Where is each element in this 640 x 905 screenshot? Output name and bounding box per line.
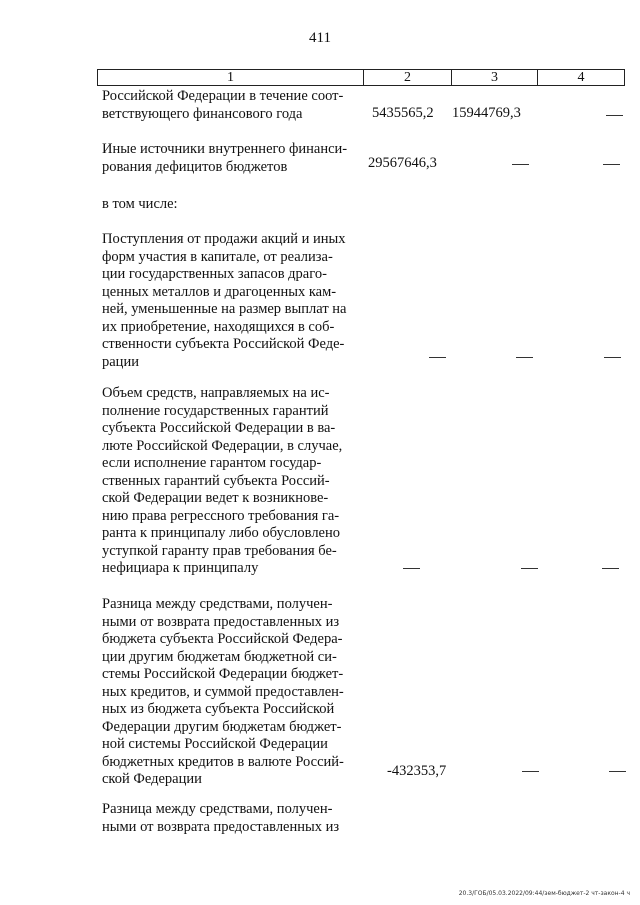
row-text: Поступления от продажи акций и иных форм участия в капитале, от реализа- ции государственных запасов драго- ценных металлов и драгоценных кам- ней, уменьшенные на размер выплат на их приобретение, находящихся в соб- ственности субъекта Российской Феде- рации [102, 231, 347, 370]
row-value-col3: 15944769,3 [452, 105, 521, 121]
row-dash-col3 [521, 568, 538, 569]
row-value-col2: -432353,7 [387, 763, 447, 779]
page-number: 411 [309, 30, 331, 46]
row-dash-col2 [429, 357, 446, 358]
row-dash-col2 [403, 568, 420, 569]
document-footer: 20.3/ГОБ/05.03.2022/09:44/зем-бюджет-2 чт-закон-4 ч [458, 890, 630, 897]
row-text: Объем средств, направляемых на ис- полнение государственных гарантий субъекта Российской Федерации в ва- люте Российской Федерации, в случае, если исполнение гарантом государ- ственных гарантий субъекта Россий- ской Федерации ведет к возникнове- нию права регрессного требования га- ранта к принципалу либо обусловлено уступкой гаранту прав требования бе- нефициара к принципалу [102, 385, 343, 576]
row-text: Российской Федерации в течение соот- ветствующего финансового года [102, 88, 344, 122]
row-dash-col4 [604, 357, 621, 358]
header-col-4: 4 [577, 70, 585, 85]
row-dash-col4 [609, 771, 626, 772]
row-text: Разница между средствами, получен- ными от возврата предоставленных из бюджета субъекта Российской Федера- ции другим бюджетам бюджетной си- стемы Российской Федерации бюджет- ных кредитов, и суммой предоставлен- ных из бюджета субъекта Российской Федерации другим бюджетам бюджет- ной системы Российской Федерации бюджетных кредитов в валюте Россий- ской Федерации [102, 596, 344, 787]
row-dash-col3 [512, 164, 529, 165]
row-dash-col3 [522, 771, 539, 772]
header-col-2: 2 [364, 70, 452, 85]
row-text: в том числе: [102, 196, 178, 212]
table-header [97, 69, 625, 86]
row-value-col2: 5435565,2 [372, 105, 434, 121]
row-dash-col3 [516, 357, 533, 358]
header-col-1: 1 [98, 70, 364, 85]
row-text: Иные источники внутреннего финанси- рования дефицитов бюджетов [102, 141, 348, 175]
row-dash-col4 [602, 568, 619, 569]
row-dash-col4 [606, 115, 623, 116]
row-dash-col4 [603, 164, 620, 165]
header-col-3: 3 [452, 70, 538, 85]
row-value-col2: 29567646,3 [368, 155, 437, 171]
row-text: Разница между средствами, получен- ными от возврата предоставленных из [102, 801, 340, 835]
